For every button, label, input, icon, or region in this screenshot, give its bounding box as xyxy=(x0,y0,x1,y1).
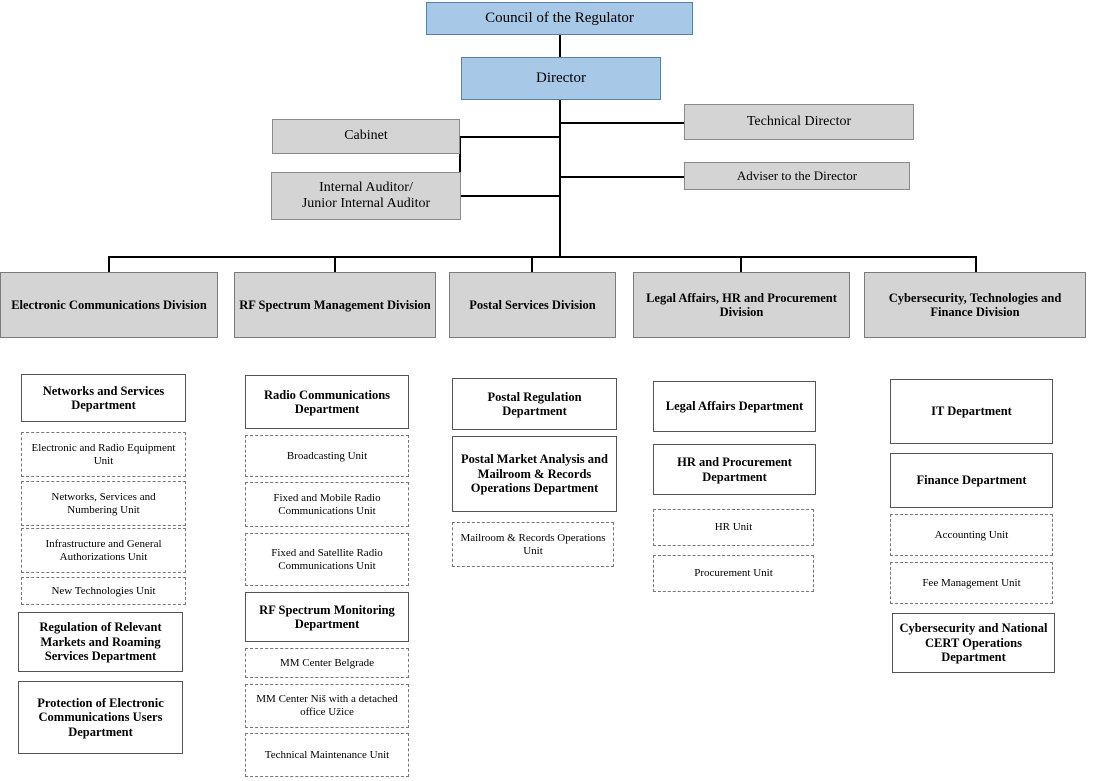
connector-division-bus xyxy=(108,256,977,258)
division-label-5: Cybersecurity, Technologies and Finance Division xyxy=(888,290,1062,319)
dept-postal-regulation[interactable] xyxy=(452,378,617,430)
dept-label: RF Spectrum Monitoring Department xyxy=(259,602,395,631)
unit-mm-center-nis[interactable] xyxy=(245,684,409,728)
internal-auditor-label-line1: Internal Auditor/ xyxy=(319,179,413,195)
division-box-4[interactable] xyxy=(633,272,850,338)
dept-it[interactable] xyxy=(890,379,1053,444)
unit-label: Networks, Services and Numbering Unit xyxy=(51,490,156,516)
dept-hr-and-procurement[interactable] xyxy=(653,444,816,495)
dept-relevant-markets-roaming[interactable] xyxy=(18,612,183,672)
division-label-1: Electronic Communications Division xyxy=(11,297,207,312)
connector-council-director xyxy=(559,35,561,57)
connector-div-2 xyxy=(334,256,336,272)
dept-label: Legal Affairs Department xyxy=(665,399,804,414)
unit-label: New Technologies Unit xyxy=(51,584,156,597)
dept-label: Postal Regulation Department xyxy=(487,389,582,418)
technical-director-box[interactable] xyxy=(684,104,914,140)
unit-label: MM Center Belgrade xyxy=(279,656,375,669)
dept-label: Regulation of Relevant Markets and Roaming Services Department xyxy=(39,620,162,664)
unit-infrastructure-general-authorizations[interactable] xyxy=(21,528,186,573)
unit-accounting[interactable] xyxy=(890,514,1053,556)
unit-label: Mailroom & Records Operations Unit xyxy=(460,531,606,557)
unit-fee-management[interactable] xyxy=(890,562,1053,604)
dept-rf-spectrum-monitoring[interactable] xyxy=(245,592,409,642)
dept-postal-market-analysis[interactable] xyxy=(452,436,617,512)
division-box-5[interactable] xyxy=(864,272,1086,338)
dept-label: IT Department xyxy=(931,404,1012,419)
unit-fixed-and-mobile-radio[interactable] xyxy=(245,482,409,527)
adviser-box[interactable] xyxy=(684,162,910,190)
division-box-3[interactable] xyxy=(449,272,616,338)
unit-new-technologies[interactable] xyxy=(21,577,186,605)
division-box-2[interactable] xyxy=(234,272,436,338)
dept-label: HR and Procurement Department xyxy=(677,455,792,484)
council-box[interactable] xyxy=(426,2,693,35)
dept-finance[interactable] xyxy=(890,453,1053,508)
dept-cybersecurity-national-cert[interactable] xyxy=(892,613,1055,673)
unit-label: Fee Management Unit xyxy=(922,576,1021,589)
director-box[interactable] xyxy=(461,57,661,100)
internal-auditor-box[interactable] xyxy=(271,172,461,220)
adviser-label: Adviser to the Director xyxy=(736,167,858,183)
council-label: Council of the Regulator xyxy=(485,9,634,26)
dept-label: Protection of Electronic Communications Users Department xyxy=(37,695,164,739)
unit-broadcasting[interactable] xyxy=(245,435,409,477)
dept-legal-affairs[interactable] xyxy=(653,381,816,432)
unit-electronic-and-radio-equipment[interactable] xyxy=(21,432,186,477)
cabinet-box[interactable] xyxy=(272,119,460,154)
unit-label: Procurement Unit xyxy=(694,567,773,580)
unit-procurement[interactable] xyxy=(653,555,814,592)
connector-technical-director xyxy=(559,122,685,124)
connector-div-4 xyxy=(740,256,742,272)
dept-label: Postal Market Analysis and Mailroom & Records Operations Department xyxy=(461,452,608,496)
division-label-2: RF Spectrum Management Division xyxy=(239,297,431,312)
cabinet-label: Cabinet xyxy=(344,128,388,144)
connector-cabinet xyxy=(459,136,560,138)
unit-mailroom-records-operations[interactable] xyxy=(452,522,614,567)
unit-label: Accounting Unit xyxy=(934,528,1009,541)
connector-adviser xyxy=(559,176,685,178)
unit-hr[interactable] xyxy=(653,509,814,546)
technical-director-label: Technical Director xyxy=(746,113,852,129)
internal-auditor-label-line2: Junior Internal Auditor xyxy=(301,196,431,211)
unit-technical-maintenance[interactable] xyxy=(245,733,409,777)
unit-label: Broadcasting Unit xyxy=(286,449,368,462)
unit-label: MM Center Niš with a detached office Užice xyxy=(256,693,398,718)
dept-protection-of-users[interactable] xyxy=(18,681,183,754)
dept-networks-and-services[interactable] xyxy=(21,374,186,422)
unit-label: Fixed and Satellite Radio Communications Unit xyxy=(271,546,383,572)
dept-label: Finance Department xyxy=(916,473,1027,488)
dept-label: Networks and Services Department xyxy=(42,383,165,412)
connector-internal-auditor xyxy=(459,195,560,197)
division-box-1[interactable] xyxy=(0,272,218,338)
unit-networks-services-numbering[interactable] xyxy=(21,481,186,526)
unit-label: HR Unit xyxy=(714,521,753,534)
director-label: Director xyxy=(536,69,586,86)
unit-label: Technical Maintenance Unit xyxy=(264,748,390,761)
unit-label: Electronic and Radio Equipment Unit xyxy=(31,441,176,467)
connector-div-3 xyxy=(531,256,533,272)
connector-div-1 xyxy=(108,256,110,272)
connector-div-5 xyxy=(975,256,977,272)
unit-mm-center-belgrade[interactable] xyxy=(245,648,409,678)
unit-label: Fixed and Mobile Radio Communications Unit xyxy=(273,491,381,517)
division-label-4: Legal Affairs, HR and Procurement Division xyxy=(646,290,837,319)
dept-radio-communications[interactable] xyxy=(245,375,409,429)
division-label-3: Postal Services Division xyxy=(469,297,596,312)
dept-label: Cybersecurity and National CERT Operations Department xyxy=(899,621,1048,665)
unit-fixed-and-satellite-radio[interactable] xyxy=(245,533,409,586)
unit-label: Infrastructure and General Authorizations Unit xyxy=(45,537,162,563)
dept-label: Radio Communications Department xyxy=(263,387,391,416)
